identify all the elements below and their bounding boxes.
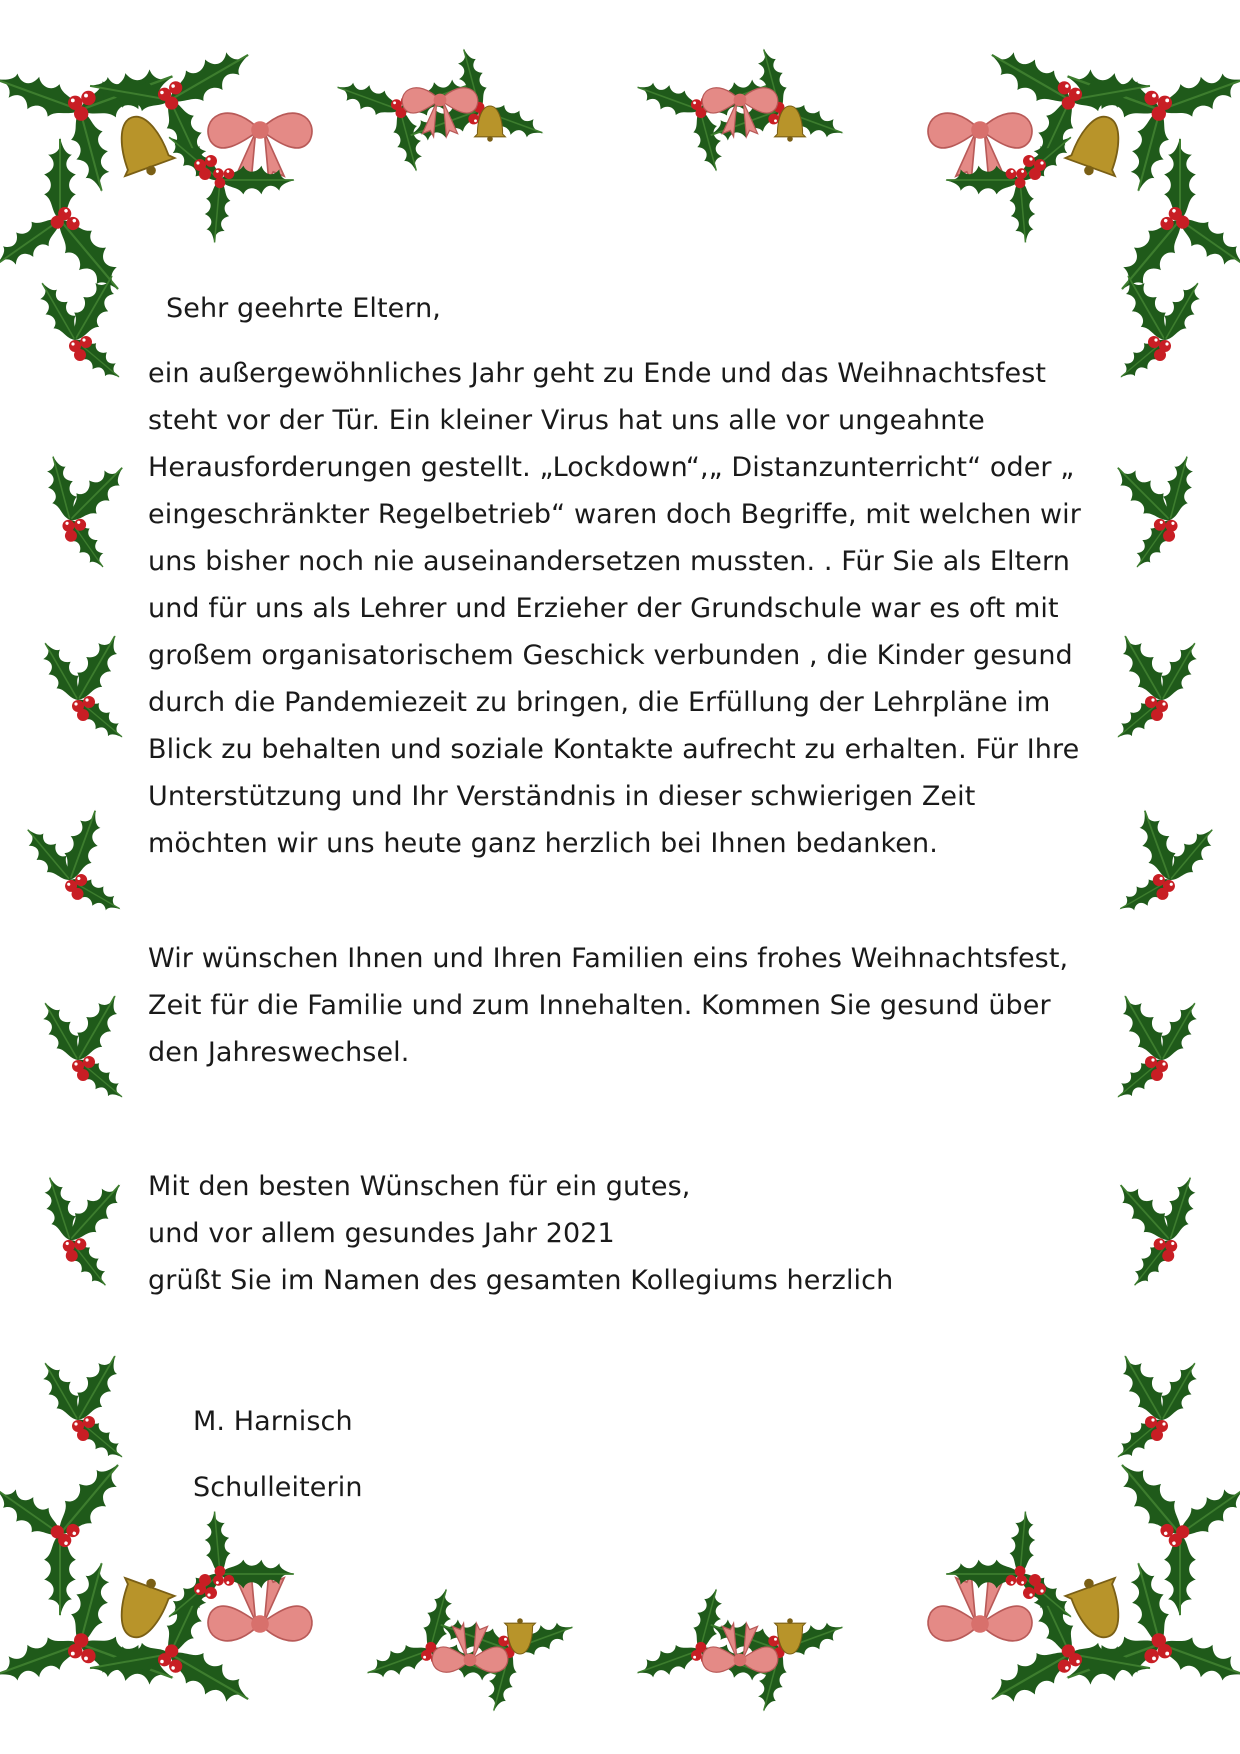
paragraph-2: Wir wünschen Ihnen und Ihren Familien eins frohes Weihnachtsfest, Zeit für die Familie und zum Innehalten. Kommen Sie gesund über den Jahreswechsel. [148,943,1069,1068]
paragraph-1: ein außergewöhnliches Jahr geht zu Ende und das Weihnachtsfest steht vor der Tür. Ein kleiner Virus hat uns alle vor ungeahnte Herausforderungen gestellt. „Lockdown“,„ Distanzunterricht“ oder „ eingeschränkter Regelbetrieb“ waren doch Begriffe, mit welchen wir uns bisher noch nie auseinandersetzen mussten. . Für Sie als Eltern und für uns als Lehrer und Erzieher der Grundschule war es oft mit großem organisatorischem Geschick verbunden , die Kinder gesund durch die Pandemiezeit zu bringen, die Erfüllung der Lehrpläne im Blick zu behalten und soziale Kontakte aufrecht zu erhalten. Für Ihre Unterstützung und Ihr Verständnis in dieser schwierigen Zeit möchten wir uns heute ganz herzlich bei Ihnen bedanken. [148,358,1081,859]
closing-line-1: Mit den besten Wünschen für ein gutes, [148,1171,691,1202]
closing-block [148,1163,1088,1304]
right-border [1101,267,1227,1466]
closing-line-3: grüßt Sie im Namen des gesamten Kollegiums herzlich [148,1265,894,1296]
signature-title: Schulleiterin [193,1472,363,1503]
bottom-border [0,1419,1240,1717]
signature-name: M. Harnisch [193,1406,353,1437]
salutation: Sehr geehrte Eltern, [166,293,441,324]
closing-line-2: und vor allem gesundes Jahr 2021 [148,1218,615,1249]
left-border [13,267,139,1466]
